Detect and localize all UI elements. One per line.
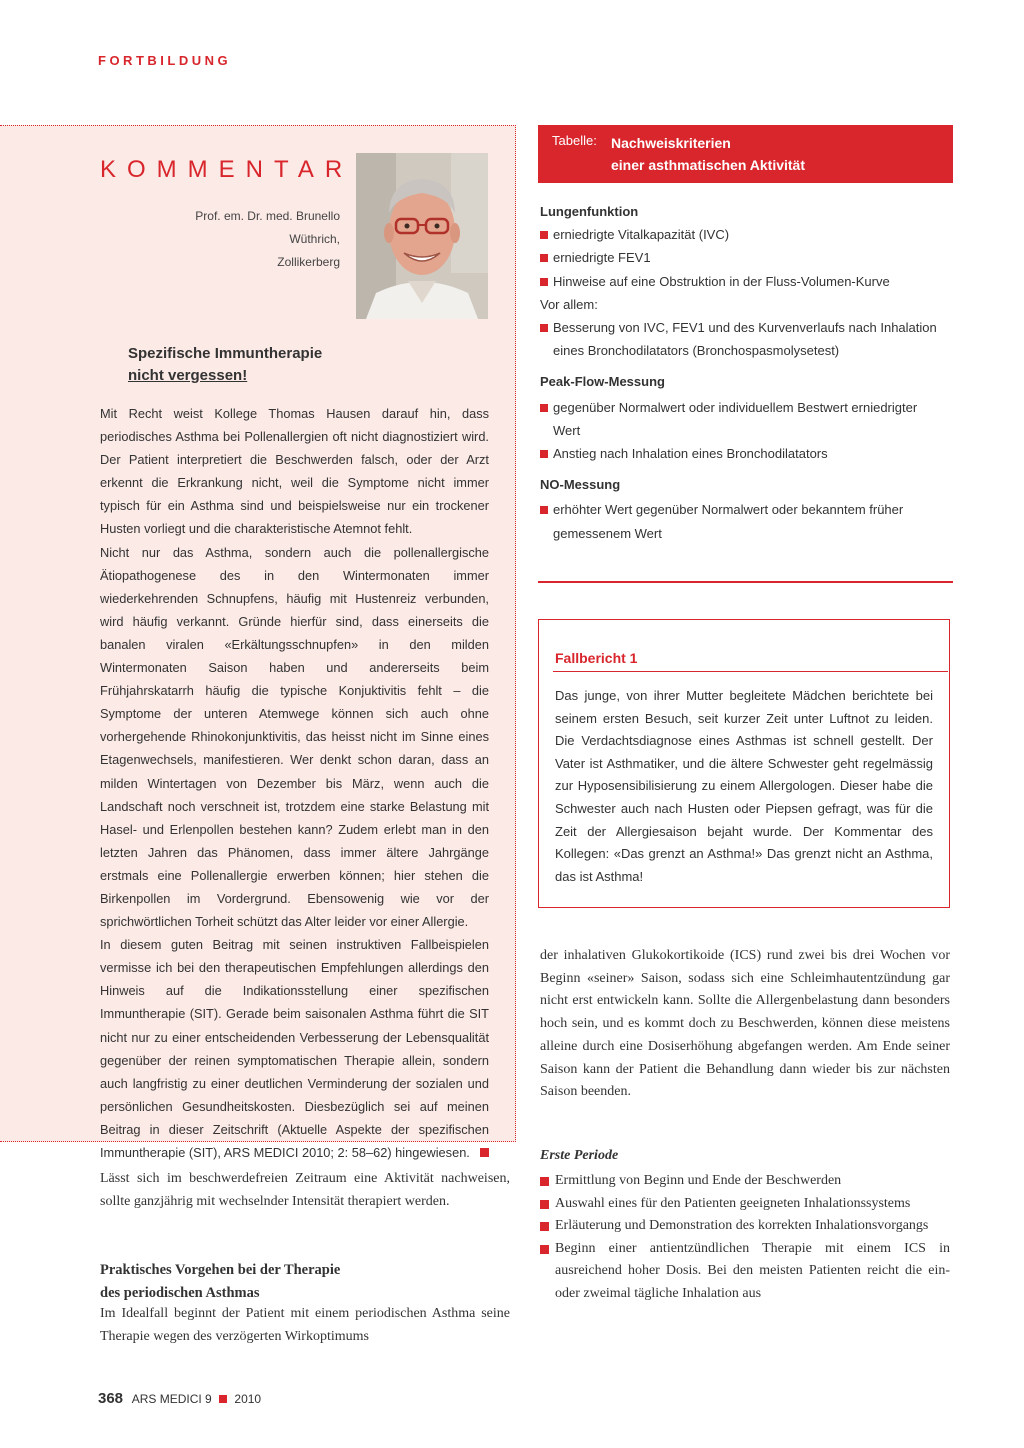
table-title: [611, 132, 805, 176]
table-title-line2: einer asthmatischen Aktivität: [611, 157, 805, 173]
page-footer: [98, 1390, 261, 1407]
comment-paragraph-1: Mit Recht weist Kollege Thomas Hausen darauf hin, dass periodisches Asthma bei Pollenallergien oft nicht diagnostiziert wird. Der Patient interpretiert die Beschwerden falsch, oder der Arzt erkennt die Erkrankung nicht, weil die Symptome nicht immer typisch für ein Asthma sind und beispielsweise nur ein trockener Husten vorliegt und die charakteristische Atemnot fehlt.: [100, 406, 489, 537]
comment-title: [128, 343, 322, 387]
case-report-divider: [553, 671, 948, 672]
comment-text: [100, 402, 489, 1164]
case-report-title: Fallbericht 1: [555, 650, 638, 666]
comment-label: KOMMENTAR: [100, 156, 354, 183]
table-item: Hinweise auf eine Obstruktion in der Fluss-Volumen-Kurve: [540, 270, 950, 293]
table-header: [538, 125, 953, 183]
erste-periode-list: [540, 1170, 950, 1306]
subheading-line1: Praktisches Vorgehen bei der Therapie: [100, 1262, 341, 1278]
table-title-line1: Nachweiskriterien: [611, 135, 731, 151]
table-item: Anstieg nach Inhalation eines Bronchodilatators: [540, 442, 950, 465]
table-item: gegenüber Normalwert oder individuellem Bestwert erniedrigter: [540, 396, 950, 419]
list-item: Ermittlung von Beginn und Ende der Beschwerden: [540, 1170, 950, 1193]
list-item: Auswahl eines für den Patienten geeigneten Inhalationssystems: [540, 1193, 950, 1216]
table-item: Besserung von IVC, FEV1 und des Kurvenverlaufs nach Inhalation: [540, 316, 950, 339]
table-item-continued: gemessenem Wert: [553, 525, 662, 541]
left-paragraph-2: Im Idealfall beginnt der Patient mit einem periodischen Asthma seine Therapie wegen des verzögerten Wirkoptimums: [100, 1306, 510, 1344]
table-item: erhöhter Wert gegenüber Normalwert oder bekanntem früher: [540, 498, 950, 521]
table-section-lungenfunktion: Lungenfunktion: [540, 204, 639, 219]
comment-paragraph-2: Nicht nur das Asthma, sondern auch die pollenallergische Ätiopathogenese des in den Wintermonaten immer wiederkehrenden Schnupfens, häufig mit Hustenreiz verbunden, wird häufig verkannt. Gründe hierfür sind, dass einerseits die banalen viralen «Erkältungsschnupfen» in den milden Wintermonaten Saison haben und andererseits beim Frühjahrskatarrh häufig die typische Konjuktivitis fehlt – die Symptome der unteren Atemwege können sich auch ohne vorhergehende Rhinokonjunktivitis, das heisst nicht im Sinne eines Etagenwechsels, manifestieren. Wer denkt schon daran, dass an milden Wintertagen von Dezember bis März, wenn auch die Landschaft noch verschneit ist, trotzdem eine starke Belastung mit Hasel- und Erlenpollen bestehen kann? Zudem erlebt man in den letzten Jahren das Phänomen, dass immer ältere Jahrgänge erstmals eine Pollenallergie erwerben können; hier stehen die Birkenpollen im Vordergrund. Ebensowenig wie vor der sprichwörtlichen Torheit schützt das Alter leider vor einer Allergie.: [100, 544, 489, 930]
erste-periode-heading: Erste Periode: [540, 1148, 619, 1163]
separator-icon: [219, 1395, 227, 1403]
author-location: Zollikerberg: [277, 255, 340, 269]
subheading-line2: des periodischen Asthmas: [100, 1284, 260, 1301]
page-number: 368: [98, 1390, 124, 1407]
comment-author: [150, 205, 340, 274]
comment-title-line1: Spezifische Immuntherapie: [128, 345, 323, 362]
author-photo: [356, 153, 488, 319]
table-item-continued: eines Bronchodilatators (Bronchospasmolysetest): [553, 343, 840, 359]
left-paragraph-1: Lässt sich im beschwerdefreien Zeitraum eine Aktivität nachweisen, sollte ganzjährig mit wechselnder Intensität therapiert werden.: [100, 1171, 510, 1209]
table-item-continued: Wert: [553, 422, 581, 438]
table-item: erniedrigte FEV1: [540, 246, 950, 269]
case-report-box: [538, 619, 950, 908]
table-section-no-messung: NO-Messung: [540, 477, 621, 493]
comment-title-line2: nicht vergessen!: [128, 367, 248, 384]
end-mark-icon: [480, 1148, 489, 1157]
right-paragraph: der inhalativen Glukokortikoide (ICS) rund zwei bis drei Wochen vor Beginn «seiner» Saison, sodass sich eine Schleimhautentzündung gar nicht erst entwickeln kann. Sollte die Allergenbelastung dann besonders hoch sein, und es kommt doch zu Beschwerden, können diese meistens alleine durch eine Dosiserhöhung abgefangen werden. Am Ende seiner Saison kann der Patient die Behandlung dann wieder bis zur nächsten Saison beenden.: [540, 948, 950, 1100]
journal-year: 2010: [234, 1392, 262, 1406]
table-item: erniedrigte Vitalkapazität (IVC): [540, 223, 950, 246]
journal-name: ARS MEDICI 9: [131, 1392, 212, 1406]
section-label: FORTBILDUNG: [98, 53, 232, 68]
table-rule: [538, 581, 953, 583]
table-section-peak-flow: Peak-Flow-Messung: [540, 374, 665, 390]
table-note: Vor allem:: [540, 296, 598, 312]
case-report-text: Das junge, von ihrer Mutter begleitete Mädchen berichtete bei seinem ersten Besuch, seit kurzer Zeit unter Luftnot zu leiden. Die Verdachtsdiagnose eines Asthmas ist schnell gestellt. Der Vater ist Asthmatiker, und die ältere Schwester geht regelmässig zur Hyposensibilisierung zu einem Allergologen. Dieser habe die Schwester auch nach Husten oder Piepsen gefragt, was für die Zeit der Allergiesaison bejaht wurde. Der Kommentar des Kollegen: «Das grenzt an Asthma!» Das grenzt nicht an Asthma, das ist Asthma!: [555, 688, 933, 884]
list-item: Erläuterung und Demonstration des korrekten Inhalationsvorgangs: [540, 1215, 950, 1238]
comment-paragraph-3: [100, 933, 489, 1164]
table-label: Tabelle:: [552, 133, 597, 148]
list-item: Beginn einer antientzündlichen Therapie mit einem ICS in ausreichend hoher Dosis. Bei den meisten Patienten reicht die ein- oder zweimal tägliche Inhalation aus: [540, 1238, 950, 1306]
author-name: Prof. em. Dr. med. Brunello Wüthrich,: [195, 209, 340, 246]
table-body: [540, 200, 950, 545]
subheading: [100, 1259, 340, 1304]
comment-paragraph-3-text: In diesem guten Beitrag mit seinen instruktiven Fallbeispielen vermisse ich bei den therapeutischen Empfehlungen allerdings den Hinweis auf die Indikationsstellung einer spezifischen Immuntherapie (SIT). Gerade beim saisonalen Asthma führt die SIT nicht nur zu einer entscheidenden Verbesserung der Lebensqualität gegenüber der reinen symptomatischen Therapie allein, sondern auch langfristig zu einer deutlichen Verminderung der sozialen und persönlichen Gesundheitskosten. Diesbezüglich sei auf meinen Beitrag in dieser Zeitschrift (Aktuelle Aspekte der spezifischen Immuntherapie (SIT), ARS MEDICI 2010; 2: 58–62) hingewiesen.: [100, 937, 489, 1160]
